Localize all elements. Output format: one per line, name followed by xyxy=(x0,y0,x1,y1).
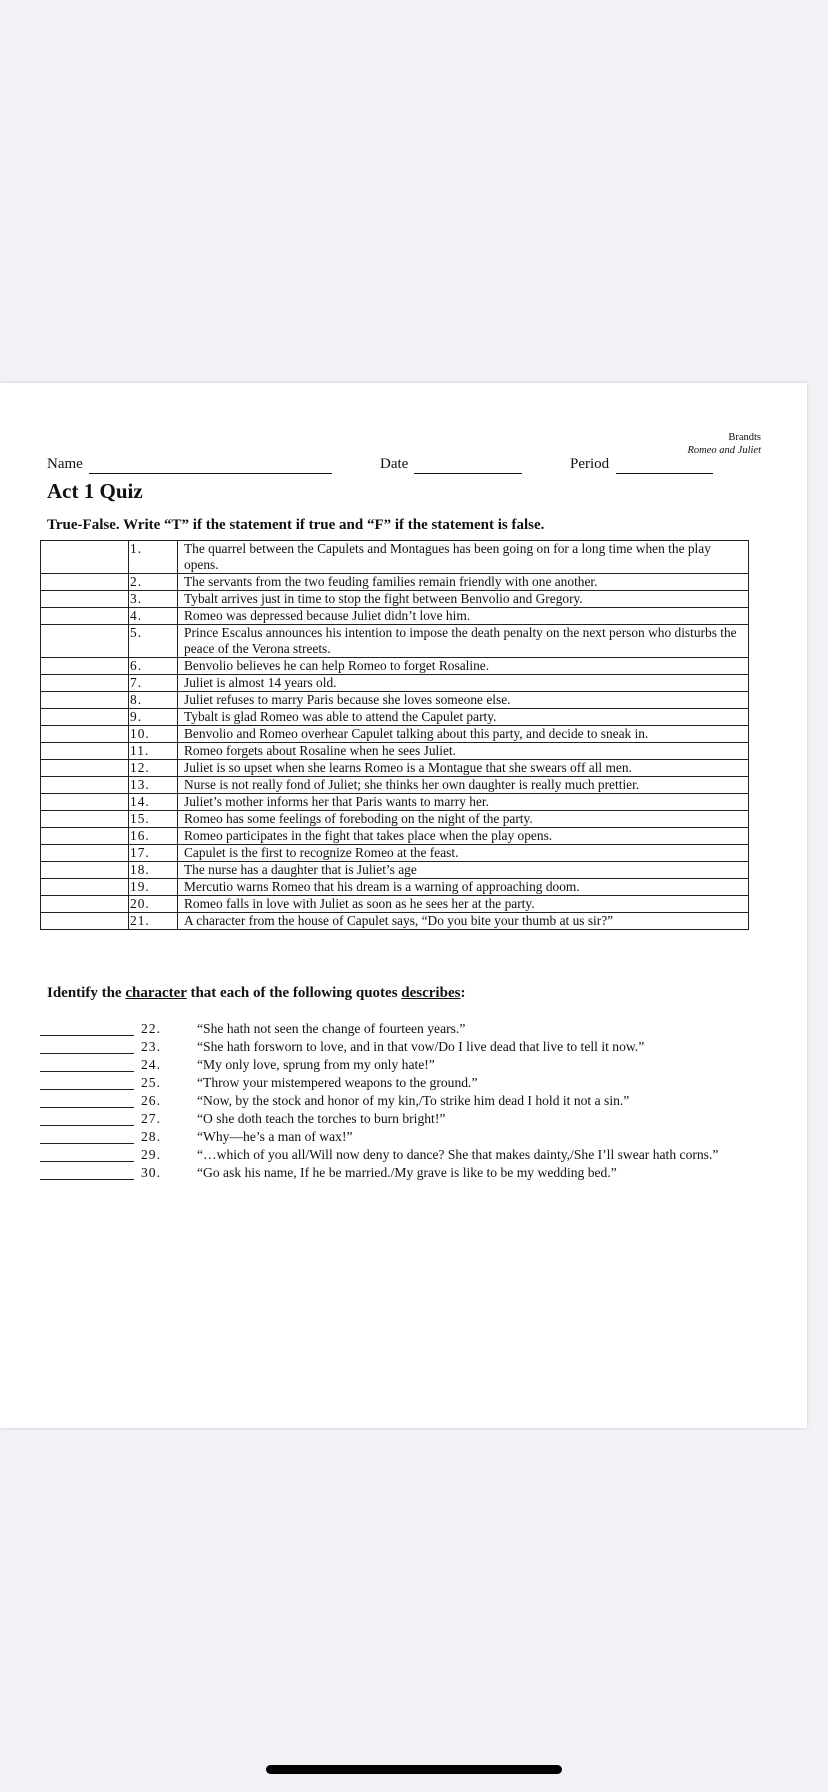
statement-text: The servants from the two feuding families remain friendly with one another. xyxy=(178,574,749,591)
item-number: 1. xyxy=(129,541,178,574)
statement-text: Juliet refuses to marry Paris because she loves someone else. xyxy=(178,692,749,709)
statement-text: Romeo has some feelings of foreboding on the night of the party. xyxy=(178,811,749,828)
identify-heading-character: character xyxy=(125,985,187,1001)
item-number: 11. xyxy=(129,743,178,760)
character-answer-blank[interactable] xyxy=(40,1179,134,1180)
statement-text: Romeo falls in love with Juliet as soon as he sees her at the party. xyxy=(178,896,749,913)
item-number: 4. xyxy=(129,608,178,625)
statement-text: Capulet is the first to recognize Romeo at the feast. xyxy=(178,845,749,862)
quiz-page xyxy=(0,383,807,1428)
statement-text: A character from the house of Capulet says, “Do you bite your thumb at us sir?” xyxy=(178,913,749,930)
student-info-row xyxy=(47,456,747,476)
quote-row xyxy=(40,1164,760,1182)
quote-text: “…which of you all/Will now deny to dance? She that makes dainty,/She I’ll swear hath corns.” xyxy=(197,1147,719,1162)
tf-row xyxy=(41,726,749,743)
quote-row xyxy=(40,1146,760,1164)
identify-heading-mid: that each of the following quotes xyxy=(186,985,402,1001)
answer-cell[interactable] xyxy=(41,794,129,811)
quote-text: “My only love, sprung from my only hate!” xyxy=(197,1057,435,1072)
answer-cell[interactable] xyxy=(41,692,129,709)
quote-number: 30. xyxy=(141,1165,161,1180)
character-answer-blank[interactable] xyxy=(40,1053,134,1054)
answer-cell[interactable] xyxy=(41,913,129,930)
answer-cell[interactable] xyxy=(41,777,129,794)
statement-text: Juliet’s mother informs her that Paris wants to marry her. xyxy=(178,794,749,811)
quote-number: 26. xyxy=(141,1093,161,1108)
tf-row xyxy=(41,777,749,794)
item-number: 8. xyxy=(129,692,178,709)
quote-row xyxy=(40,1020,760,1038)
item-number: 17. xyxy=(129,845,178,862)
quote-number: 22. xyxy=(141,1021,161,1036)
item-number: 21. xyxy=(129,913,178,930)
item-number: 18. xyxy=(129,862,178,879)
home-indicator[interactable] xyxy=(266,1765,562,1774)
quote-text: “Why—he’s a man of wax!” xyxy=(197,1129,353,1144)
answer-cell[interactable] xyxy=(41,541,129,574)
item-number: 19. xyxy=(129,879,178,896)
identify-heading-pre: Identify the xyxy=(47,985,126,1001)
quote-text: “Throw your mistempered weapons to the ground.” xyxy=(197,1075,478,1090)
tf-row xyxy=(41,709,749,726)
statement-text: Prince Escalus announces his intention to impose the death penalty on the next person who disturbs the peace of the Verona streets. xyxy=(178,625,749,658)
answer-cell[interactable] xyxy=(41,574,129,591)
tf-row xyxy=(41,591,749,608)
quote-text: “She hath not seen the change of fourteen years.” xyxy=(197,1021,466,1036)
character-answer-blank[interactable] xyxy=(40,1143,134,1144)
tf-row xyxy=(41,879,749,896)
tf-row xyxy=(41,608,749,625)
character-answer-blank[interactable] xyxy=(40,1071,134,1072)
statement-text: The quarrel between the Capulets and Montagues has been going on for a long time when the play opens. xyxy=(178,541,749,574)
item-number: 10. xyxy=(129,726,178,743)
quote-list xyxy=(40,1020,760,1182)
answer-cell[interactable] xyxy=(41,743,129,760)
author-block xyxy=(688,431,761,457)
item-number: 15. xyxy=(129,811,178,828)
answer-cell[interactable] xyxy=(41,845,129,862)
statement-text: Tybalt is glad Romeo was able to attend the Capulet party. xyxy=(178,709,749,726)
answer-cell[interactable] xyxy=(41,675,129,692)
tf-row xyxy=(41,862,749,879)
answer-cell[interactable] xyxy=(41,896,129,913)
true-false-heading: True-False. Write “T” if the statement if true and “F” if the statement is false. xyxy=(47,517,545,533)
identify-heading-post: : xyxy=(460,985,466,1001)
character-answer-blank[interactable] xyxy=(40,1035,134,1036)
work-title: Romeo and Juliet xyxy=(687,445,761,456)
answer-cell[interactable] xyxy=(41,879,129,896)
quote-row xyxy=(40,1110,760,1128)
quote-number: 24. xyxy=(141,1057,161,1072)
character-answer-blank[interactable] xyxy=(40,1089,134,1090)
quote-text: “O she doth teach the torches to burn bright!” xyxy=(197,1111,446,1126)
item-number: 2. xyxy=(129,574,178,591)
tf-row xyxy=(41,541,749,574)
quote-text: “Now, by the stock and honor of my kin,/To strike him dead I hold it not a sin.” xyxy=(197,1093,630,1108)
quote-text: “She hath forsworn to love, and in that vow/Do I live dead that live to tell it now.” xyxy=(197,1039,645,1054)
statement-text: Romeo forgets about Rosaline when he sees Juliet. xyxy=(178,743,749,760)
item-number: 6. xyxy=(129,658,178,675)
statement-text: Benvolio and Romeo overhear Capulet talking about this party, and decide to sneak in. xyxy=(178,726,749,743)
date-label: Date xyxy=(380,456,409,472)
statement-text: Mercutio warns Romeo that his dream is a warning of approaching doom. xyxy=(178,879,749,896)
period-label: Period xyxy=(570,456,610,472)
date-field[interactable] xyxy=(414,473,522,474)
tf-row xyxy=(41,574,749,591)
answer-cell[interactable] xyxy=(41,591,129,608)
tf-row xyxy=(41,828,749,845)
statement-text: Romeo participates in the fight that takes place when the play opens. xyxy=(178,828,749,845)
quote-number: 25. xyxy=(141,1075,161,1090)
answer-cell[interactable] xyxy=(41,760,129,777)
item-number: 12. xyxy=(129,760,178,777)
item-number: 5. xyxy=(129,625,178,658)
tf-row xyxy=(41,675,749,692)
statement-text: Juliet is so upset when she learns Romeo is a Montague that she swears off all men. xyxy=(178,760,749,777)
item-number: 3. xyxy=(129,591,178,608)
tf-row xyxy=(41,743,749,760)
quote-number: 23. xyxy=(141,1039,161,1054)
quote-text: “Go ask his name, If he be married./My grave is like to be my wedding bed.” xyxy=(197,1165,617,1180)
quote-row xyxy=(40,1038,760,1056)
item-number: 9. xyxy=(129,709,178,726)
answer-cell[interactable] xyxy=(41,608,129,625)
name-label: Name xyxy=(47,456,83,472)
answer-cell[interactable] xyxy=(41,625,129,658)
item-number: 16. xyxy=(129,828,178,845)
name-field[interactable] xyxy=(89,473,332,474)
quote-row xyxy=(40,1056,760,1074)
item-number: 20. xyxy=(129,896,178,913)
tf-row xyxy=(41,896,749,913)
character-answer-blank[interactable] xyxy=(40,1107,134,1108)
answer-cell[interactable] xyxy=(41,726,129,743)
tf-row xyxy=(41,794,749,811)
statement-text: Nurse is not really fond of Juliet; she thinks her own daughter is really much prettier. xyxy=(178,777,749,794)
identify-heading-describes: describes xyxy=(401,985,461,1001)
quote-row xyxy=(40,1092,760,1110)
statement-text: Juliet is almost 14 years old. xyxy=(178,675,749,692)
item-number: 14. xyxy=(129,794,178,811)
character-answer-blank[interactable] xyxy=(40,1161,134,1162)
answer-cell[interactable] xyxy=(41,709,129,726)
page-title: Act 1 Quiz xyxy=(47,479,143,503)
item-number: 7. xyxy=(129,675,178,692)
answer-cell[interactable] xyxy=(41,811,129,828)
item-number: 13. xyxy=(129,777,178,794)
identify-heading xyxy=(47,985,465,1002)
answer-cell[interactable] xyxy=(41,862,129,879)
tf-row xyxy=(41,692,749,709)
period-field[interactable] xyxy=(616,473,713,474)
statement-text: Tybalt arrives just in time to stop the fight between Benvolio and Gregory. xyxy=(178,591,749,608)
quote-number: 29. xyxy=(141,1147,161,1162)
answer-cell[interactable] xyxy=(41,658,129,675)
character-answer-blank[interactable] xyxy=(40,1125,134,1126)
quote-row xyxy=(40,1074,760,1092)
quote-row xyxy=(40,1128,760,1146)
statement-text: Benvolio believes he can help Romeo to forget Rosaline. xyxy=(178,658,749,675)
tf-row xyxy=(41,625,749,658)
statement-text: The nurse has a daughter that is Juliet’s age xyxy=(178,862,749,879)
tf-row xyxy=(41,760,749,777)
tf-row xyxy=(41,811,749,828)
tf-row xyxy=(41,913,749,930)
quote-number: 28. xyxy=(141,1129,161,1144)
statement-text: Romeo was depressed because Juliet didn’t love him. xyxy=(178,608,749,625)
tf-row xyxy=(41,658,749,675)
true-false-table xyxy=(40,540,749,930)
author-name: Brandts xyxy=(728,432,761,443)
quote-number: 27. xyxy=(141,1111,161,1126)
tf-row xyxy=(41,845,749,862)
answer-cell[interactable] xyxy=(41,828,129,845)
